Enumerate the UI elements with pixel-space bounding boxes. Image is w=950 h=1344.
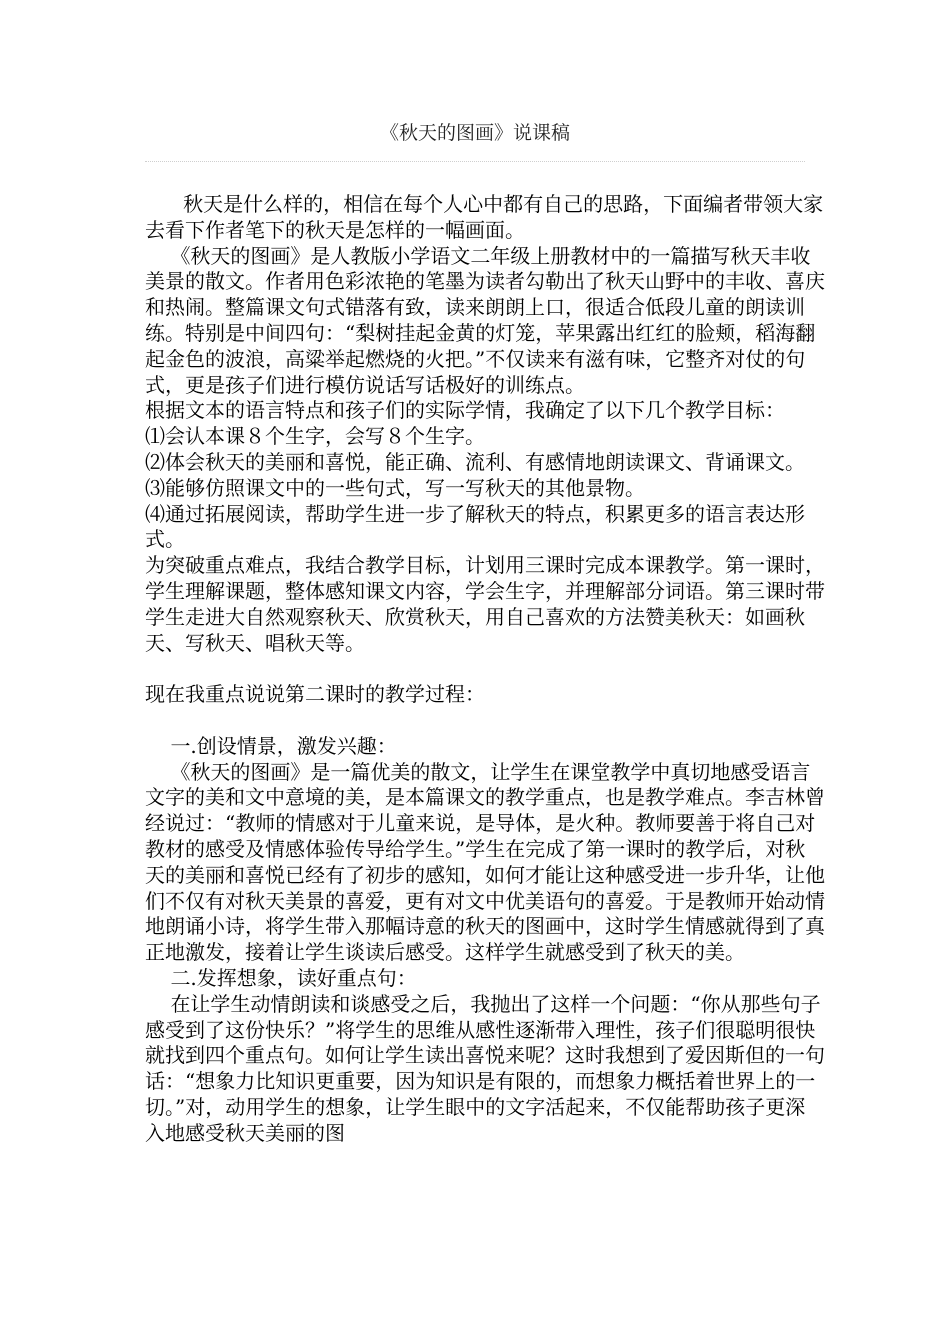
paragraph-overview: 《秋天的图画》是人教版小学语文二年级上册教材中的一篇描写秋天丰收美景的散文。作者用色彩浓艳的笔墨为读者勾勒出了秋天山野中的丰收、喜庆和热闹。整篇课文句式错落有致，读来朗朗上口，很适合低段儿童的朗读训练。特别是中间四句：“梨树挂起金黄的灯笼，苹果露出红红的脸颊，稻海翻起金色的波浪，高粱举起燃烧的火把。”不仅读来有滋有味，它整齐对仗的句式，更是孩子们进行模仿说话写话极好的训练点。 [145,243,825,397]
paragraph-goal-4: ⑷通过拓展阅读，帮助学生进一步了解秋天的特点，积累更多的语言表达形式。 [145,501,805,552]
paragraph-section-1: 《秋天的图画》是一篇优美的散文，让学生在课堂教学中真切地感受语言文字的美和文中意境的美，是本篇课文的教学重点，也是教学难点。李吉林曾经说过：“教师的情感对于儿童来说，是导体，是火种。教师要善于将自己对教材的感受及情感体验传导给学生。”学生在完成了第一课时的教学后，对秋天的美丽和喜悦已经有了初步的感知，如何才能让这种感受进一步升华，让他们不仅有对秋天美景的喜爱，更有对文中优美语句的喜爱。于是教师开始动情地朗诵小诗，将学生带入那幅诗意的秋天的图画中，这时学生情感就得到了真正地激发，接着让学生谈读后感受。这样学生就感受到了秋天的美。 [145,759,825,965]
section-heading-1: 一.创设情景，激发兴趣： [145,733,397,758]
document-title: 《秋天的图画》说课稿 [379,122,570,144]
paragraph-intro: 秋天是什么样的，相信在每个人心中都有自己的思路，下面编者带领大家去看下作者笔下的秋天是怎样的一幅画面。 [145,192,824,242]
paragraph-second-lesson: 现在我重点说说第二课时的教学过程： [145,682,485,707]
section-heading-2: 二.发挥想象，读好重点句： [145,965,417,990]
paragraph-section-2: 在让学生动情朗读和谈感受之后，我抛出了这样一个问题：“你从那些句子感受到了这份快乐？”将学生的思维从感性逐渐带入理性，孩子们很聪明很快就找到四个重点句。如何让学生读出喜悦来呢？这时我想到了爱因斯但的一句话：“想象力比知识更重要，因为知识是有限的，而想象力概括着世界上的一切。”对，动用学生的想象，让学生眼中的文字活起来，不仅能帮助孩子更深入地感受秋天美丽的图 [145,991,825,1145]
paragraph-plan: 为突破重点难点，我结合教学目标，计划用三课时完成本课教学。第一课时，学生理解课题，整体感知课文内容，学会生字，并理解部分词语。第三课时带学生走进大自然观察秋天、欣赏秋天，用自己喜欢的方法赞美秋天：如画秋天、写秋天、唱秋天等。 [145,553,825,655]
paragraph-goal-3: ⑶能够仿照课文中的一些句式，写一写秋天的其他景物。 [145,475,645,500]
paragraph-goal-1: ⑴会认本课８个生字，会写８个生字。 [145,424,485,449]
blank-line [145,708,825,734]
paragraph-goals-intro: 根据文本的语言特点和孩子们的实际学情，我确定了以下几个教学目标： [145,398,785,423]
document-body [145,192,825,1146]
paragraph-goal-2: ⑵体会秋天的美丽和喜悦，能正确、流利、有感情地朗读课文、背诵课文。 [145,449,805,474]
blank-line [145,656,825,682]
title-divider [145,161,805,162]
